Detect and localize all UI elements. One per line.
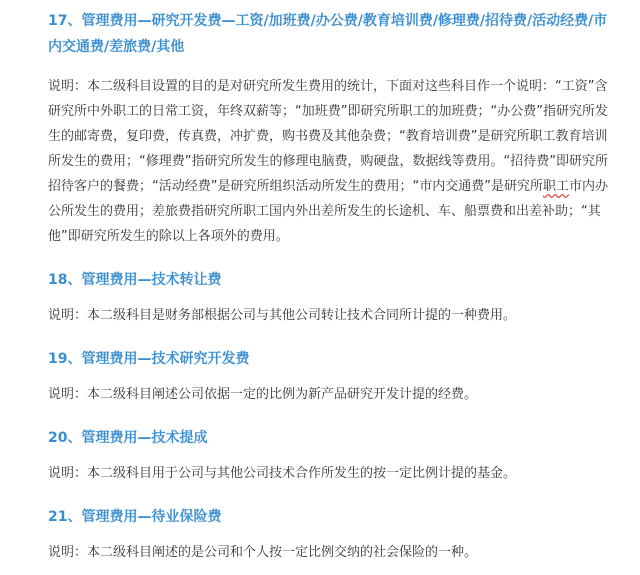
section-19-description: 说明：本二级科目阐述公司依据一定的比例为新产品研究开发计提的经费。 bbox=[48, 387, 478, 402]
section-17-description bbox=[48, 74, 620, 249]
section-21-description: 说明：本二级科目阐述的是公司和个人按一定比例交纳的社会保险的一种。 bbox=[48, 545, 478, 560]
section-20-heading: 20、管理费用—技术提成 bbox=[48, 430, 208, 446]
section-17-description-part-a: 说明：本二级科目设置的目的是对研究所发生费用的统计，下面对这些科目作一个说明：“工资”含研究所中外职工的日常工资，年终双薪等；“加班费”即研究所职工的加班费；“办公费”指研究所发生的邮寄费，复印费，传真费，冲扩费，购书费及其他杂费；“教育培训费”是研究所职工教育培训所发生的费用；“修理费”指研究所发生的修理电脑费，购硬盘，数据线等费用。“招待费”即研究所招待客户的餐费；“活动经费”是研究所组织活动所发生的费用；“市内交通费”是研究所 bbox=[48, 79, 608, 194]
spellcheck-marked-word: 职工 bbox=[542, 179, 569, 194]
section-17-description-part-b: 市内办公所发生的费用；差旅费指研究所职工国内外出差所发生的长途机、车、船票费和出差补助；“其他”即研究所发生的除以上各项外的费用。 bbox=[48, 179, 608, 244]
section-20-description: 说明：本二级科目用于公司与其他公司技术合作所发生的按一定比例计提的基金。 bbox=[48, 466, 517, 481]
section-21-heading: 21、管理费用—待业保险费 bbox=[48, 509, 222, 525]
section-18-description: 说明：本二级科目是财务部根据公司与其他公司转让技术合同所计提的一种费用。 bbox=[48, 308, 517, 323]
section-18-heading: 18、管理费用—技术转让费 bbox=[48, 272, 222, 288]
section-19-heading: 19、管理费用—技术研究开发费 bbox=[48, 351, 250, 367]
section-17-heading: 17、管理费用—研究开发费—工资/加班费/办公费/教育培训费/修理费/招待费/活动经费/市内交通费/差旅费/其他 bbox=[48, 13, 608, 55]
